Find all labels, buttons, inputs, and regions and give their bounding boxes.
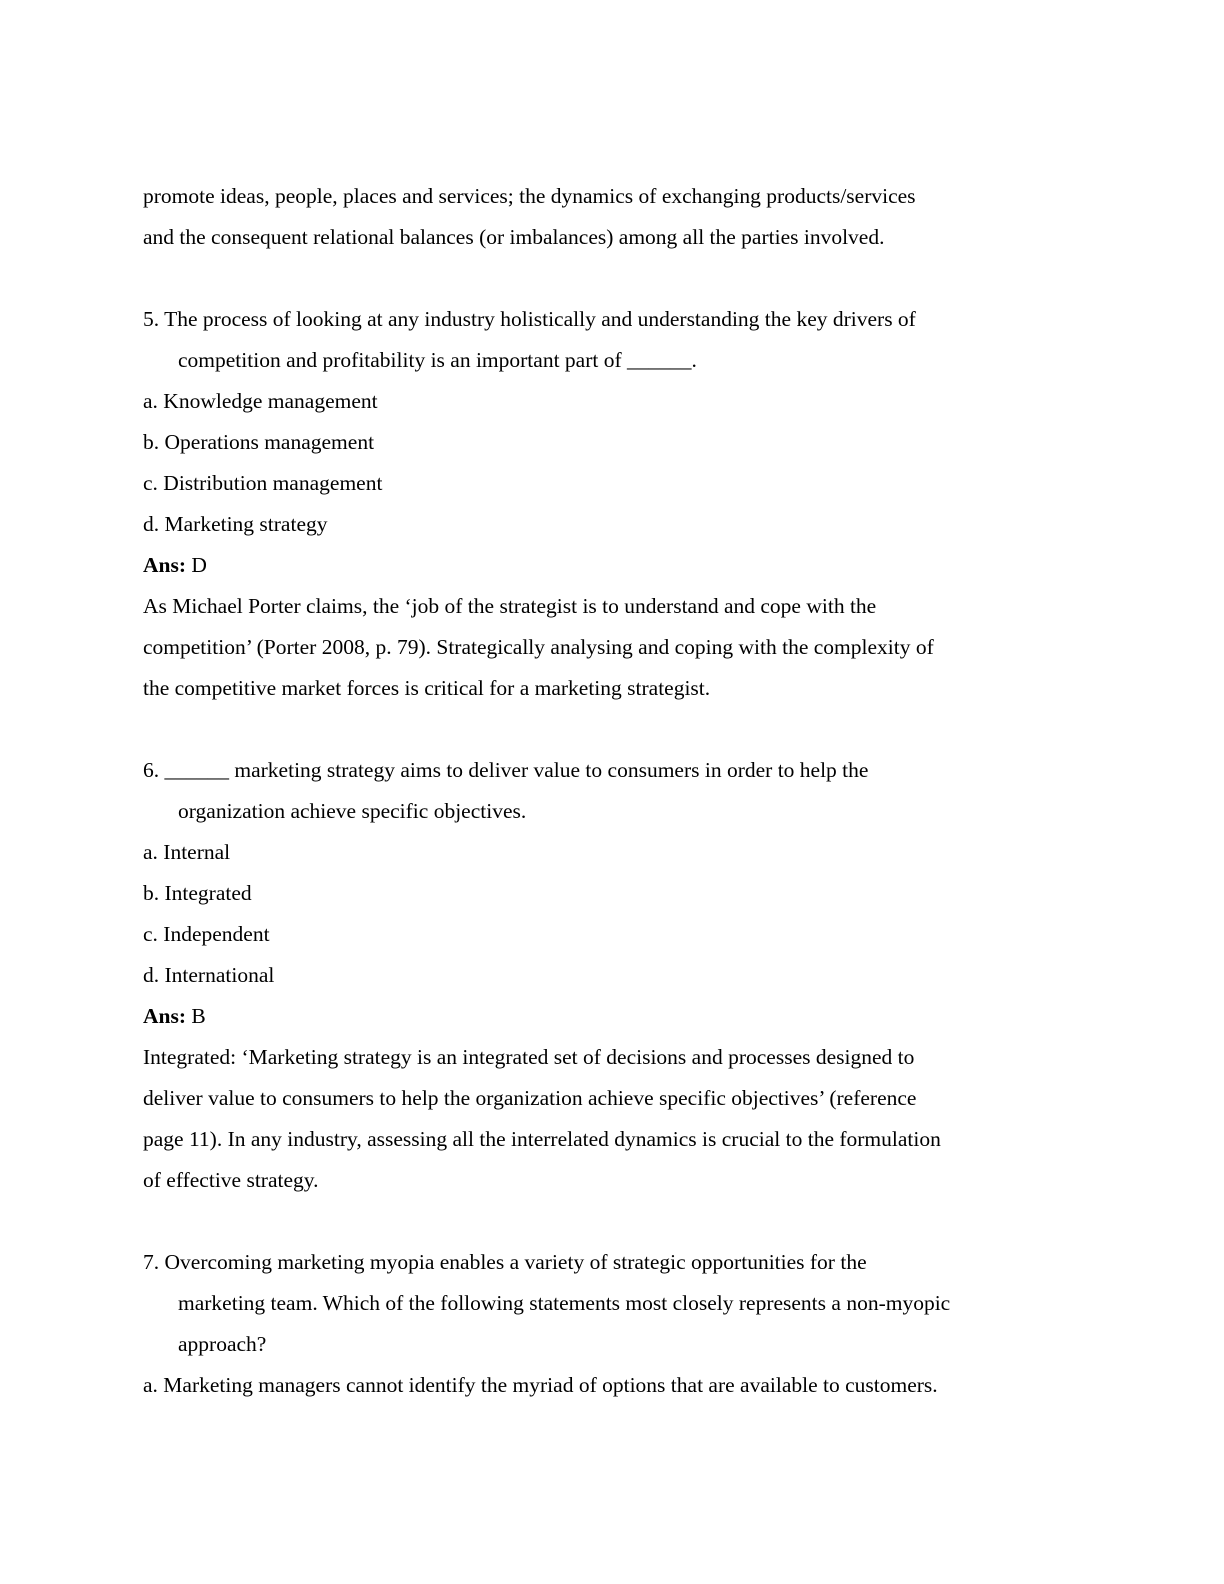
answer-value: B: [186, 1004, 206, 1028]
intro-line: and the consequent relational balances (or imbalances) among all the parties involved.: [143, 225, 885, 249]
answer-option: c. Distribution management: [143, 471, 383, 495]
explanation-text: of effective strategy.: [143, 1168, 319, 1192]
answer-line: [143, 996, 1043, 1037]
question-6: [143, 750, 1043, 1201]
question-7: [143, 1242, 1043, 1406]
intro-paragraph: [143, 176, 1043, 258]
intro-line: promote ideas, people, places and services; the dynamics of exchanging products/services: [143, 184, 916, 208]
spacer: [143, 1201, 1043, 1242]
answer-line: [143, 545, 1043, 586]
question-text: marketing team. Which of the following statements most closely represents a non-myopic: [178, 1291, 951, 1315]
page-content: [143, 176, 1043, 1406]
question-5: [143, 299, 1043, 709]
explanation-text: Integrated: ‘Marketing strategy is an integrated set of decisions and processes designed to: [143, 1045, 915, 1069]
spacer: [143, 709, 1043, 750]
answer-label: Ans:: [143, 553, 187, 577]
answer-option: b. Integrated: [143, 881, 252, 905]
answer-option: b. Operations management: [143, 430, 375, 454]
answer-option: a. Knowledge management: [143, 389, 378, 413]
question-text: competition and profitability is an important part of ______.: [178, 348, 697, 372]
answer-value: D: [186, 553, 207, 577]
answer-label: Ans:: [143, 1004, 187, 1028]
question-text: organization achieve specific objectives.: [178, 799, 527, 823]
explanation-text: As Michael Porter claims, the ‘job of the strategist is to understand and cope with the: [143, 594, 877, 618]
answer-option: a. Internal: [143, 840, 231, 864]
question-text: 6. ______ marketing strategy aims to deliver value to consumers in order to help the: [143, 758, 869, 782]
answer-option: d. Marketing strategy: [143, 512, 328, 536]
answer-option: c. Independent: [143, 922, 270, 946]
explanation-text: the competitive market forces is critical for a marketing strategist.: [143, 676, 711, 700]
question-text: 5. The process of looking at any industry holistically and understanding the key drivers of: [143, 307, 916, 331]
answer-option: d. International: [143, 963, 275, 987]
question-text: 7. Overcoming marketing myopia enables a variety of strategic opportunities for the: [143, 1250, 867, 1274]
spacer: [143, 258, 1043, 299]
explanation-text: deliver value to consumers to help the organization achieve specific objectives’ (reference: [143, 1086, 917, 1110]
answer-option: a. Marketing managers cannot identify the myriad of options that are available to customers.: [143, 1373, 938, 1397]
explanation-text: competition’ (Porter 2008, p. 79). Strategically analysing and coping with the complexity of: [143, 635, 934, 659]
explanation-text: page 11). In any industry, assessing all the interrelated dynamics is crucial to the formulation: [143, 1127, 941, 1151]
question-text: approach?: [178, 1332, 267, 1356]
